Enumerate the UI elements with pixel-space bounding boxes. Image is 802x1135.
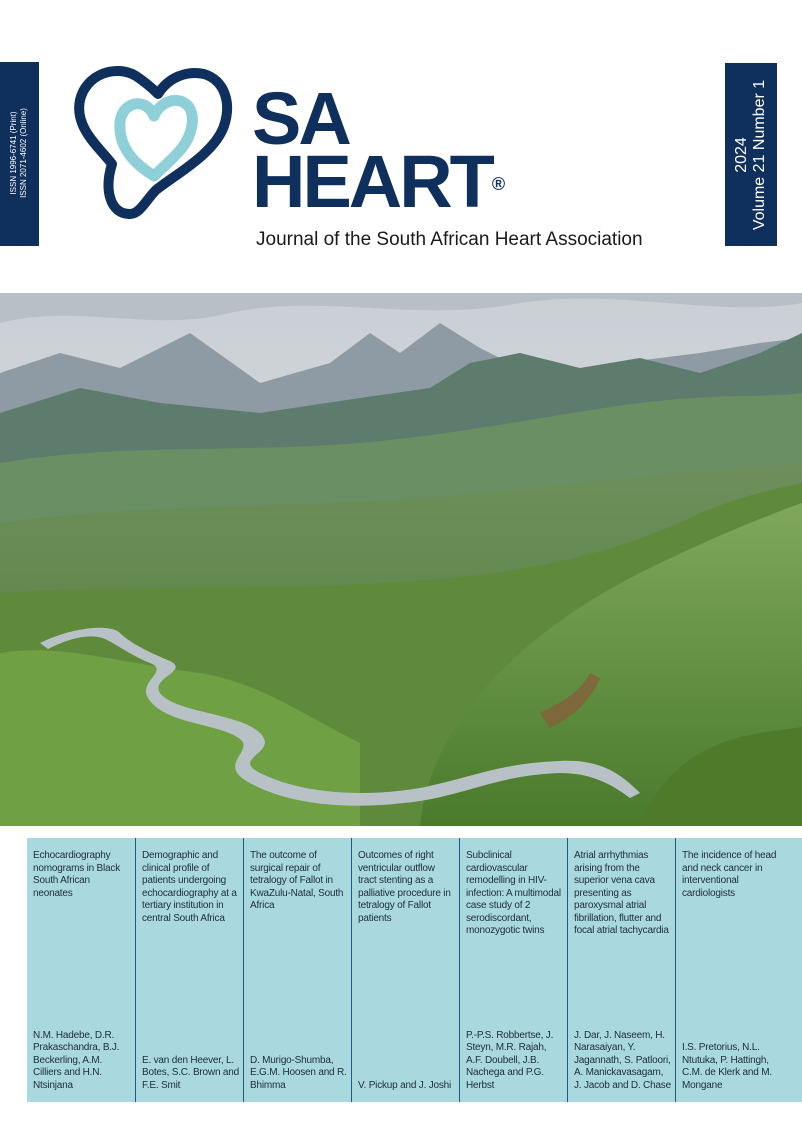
article-authors: P.-P.S. Robbertse, J. Steyn, M.R. Rajah, A.F. Doubell, J.B. Nachega and P.G. Herbst xyxy=(466,1029,554,1091)
article-authors: J. Dar, J. Naseem, H. Narasaiyan, Y. Jagannath, S. Patloori, A. Manickavasagam, J. Jacob and D. Chase xyxy=(574,1029,671,1091)
article-list xyxy=(27,838,802,1102)
article-item[interactable] xyxy=(351,838,459,1102)
issn-text xyxy=(9,63,29,243)
heart-logo-icon xyxy=(74,62,234,222)
article-title: The incidence of head and neck cancer in interventional cardiologists xyxy=(682,850,777,899)
article-authors: I.S. Pretorius, N.L. Ntutuka, P. Hattingh, C.M. de Klerk and M. Mongane xyxy=(682,1042,772,1091)
journal-title-text: HEART xyxy=(252,140,492,223)
article-item[interactable] xyxy=(459,838,567,1102)
article-item[interactable] xyxy=(243,838,351,1102)
issue-text xyxy=(733,55,769,255)
article-title: Demographic and clinical profile of patients undergoing echocardiography at a tertiary institution in central South Africa xyxy=(142,850,237,924)
article-item[interactable] xyxy=(567,838,675,1102)
issn-print: ISSN 1996-6741 (Print) xyxy=(9,111,18,195)
article-item[interactable] xyxy=(27,838,135,1102)
issn-online: ISSN 2071-4602 (Online) xyxy=(19,108,28,198)
journal-subtitle: Journal of the South African Heart Association xyxy=(256,229,643,250)
registered-mark: ® xyxy=(491,174,506,194)
article-title: The outcome of surgical repair of tetralogy of Fallot in KwaZulu-Natal, South Africa xyxy=(250,850,344,911)
article-title: Atrial arrhythmias arising from the superior vena cava presenting as paroxysmal atrial fibrillation, flutter and focal atrial tachycardia xyxy=(574,850,669,936)
cover-photo xyxy=(0,293,802,826)
article-title: Echocardiography nomograms in Black South African neonates xyxy=(33,850,120,899)
article-authors: E. van den Heever, L. Botes, S.C. Brown and F.E. Smit xyxy=(142,1054,239,1091)
article-item[interactable] xyxy=(135,838,243,1102)
issue-volume: Volume 21 Number 1 xyxy=(751,79,768,231)
article-title: Subclinical cardiovascular remodelling in HIV-infection: A multimodal case study of 2 serodiscordant, monozygotic twins xyxy=(466,850,561,936)
journal-title-line2 xyxy=(252,140,506,223)
article-title: Outcomes of right ventricular outflow tract stenting as a palliative procedure in tetralogy of Fallot patients xyxy=(358,850,451,924)
article-authors: D. Murigo-Shumba, E.G.M. Hoosen and R. Bhimma xyxy=(250,1054,347,1091)
journal-title-line1: SA xyxy=(252,77,349,160)
article-authors: N.M. Hadebe, D.R. Prakaschandra, B.J. Beckerling, A.M. Cilliers and H.N. Ntsinjana xyxy=(33,1029,120,1091)
article-item[interactable] xyxy=(675,838,783,1102)
article-authors: V. Pickup and J. Joshi xyxy=(358,1079,452,1091)
issue-year: 2024 xyxy=(733,137,750,173)
